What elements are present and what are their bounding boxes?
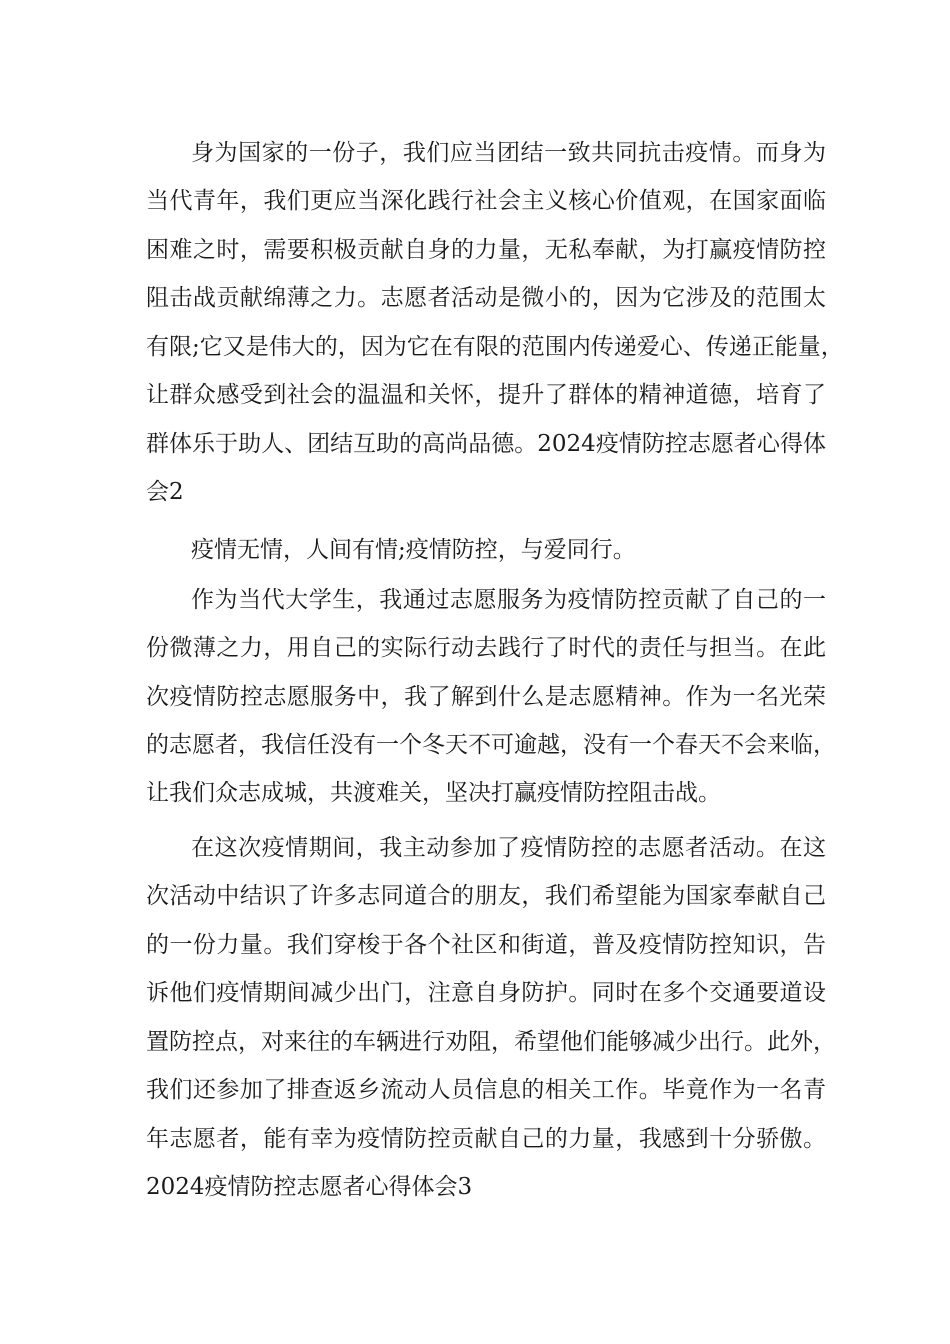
paragraph-4-line-5: 置防控点，对来往的车辆进行劝阻，希望他们能够减少出行。此外， xyxy=(146,1029,836,1055)
paragraph-4-line-4: 诉他们疫情期间减少出门，注意自身防护。同时在多个交通要道设 xyxy=(146,980,826,1006)
paragraph-4-line-3: 的一份力量。我们穿梭于各个社区和街道，普及疫情防控知识，告 xyxy=(146,932,826,958)
paragraph-4-line-7: 年志愿者，能有幸为疫情防控贡献自己的力量，我感到十分骄傲。 xyxy=(146,1126,826,1152)
paragraph-1-line-4: 阻击战贡献绵薄之力。志愿者活动是微小的，因为它涉及的范围太 xyxy=(146,285,826,311)
paragraph-3-line-3: 次疫情防控志愿服务中，我了解到什么是志愿精神。作为一名光荣 xyxy=(146,684,826,710)
paragraph-1-line-8: 会2 xyxy=(146,479,184,505)
paragraph-1-line-6: 让群众感受到社会的温温和关怀，提升了群体的精神道德，培育了 xyxy=(146,382,826,408)
paragraph-3-line-2: 份微薄之力，用自己的实际行动去践行了时代的责任与担当。在此 xyxy=(146,635,826,661)
paragraph-3-line-4: 的志愿者，我信任没有一个冬天不可逾越，没有一个春天不会来临， xyxy=(146,732,836,758)
paragraph-4-line-6: 我们还参加了排查返乡流动人员信息的相关工作。毕竟作为一名青 xyxy=(146,1077,826,1103)
paragraph-4-line-2: 次活动中结识了许多志同道合的朋友，我们希望能为国家奉献自己 xyxy=(146,883,826,909)
paragraph-1-line-5: 有限;它又是伟大的，因为它在有限的范围内传递爱心、传递正能量， xyxy=(146,334,844,360)
paragraph-1-line-2: 当代青年，我们更应当深化践行社会主义核心价值观，在国家面临 xyxy=(146,188,826,214)
paragraph-4-line-1: 在这次疫情期间，我主动参加了疫情防控的志愿者活动。在这 xyxy=(191,835,826,861)
paragraph-2-line-1: 疫情无情，人间有情;疫情防控，与爱同行。 xyxy=(191,537,636,563)
paragraph-3-line-1: 作为当代大学生，我通过志愿服务为疫情防控贡献了自己的一 xyxy=(191,587,826,613)
paragraph-1-line-3: 困难之时，需要积极贡献自身的力量，无私奉献，为打赢疫情防控 xyxy=(146,237,826,263)
paragraph-1-line-7: 群体乐于助人、团结互助的高尚品德。2024疫情防控志愿者心得体 xyxy=(146,431,826,457)
section-heading: 2024疫情防控志愿者心得体会3 xyxy=(146,1174,473,1200)
paragraph-1-line-1: 身为国家的一份子，我们应当团结一致共同抗击疫情。而身为 xyxy=(191,140,826,166)
paragraph-3-line-5: 让我们众志成城，共渡难关，坚决打赢疫情防控阻击战。 xyxy=(146,780,721,806)
